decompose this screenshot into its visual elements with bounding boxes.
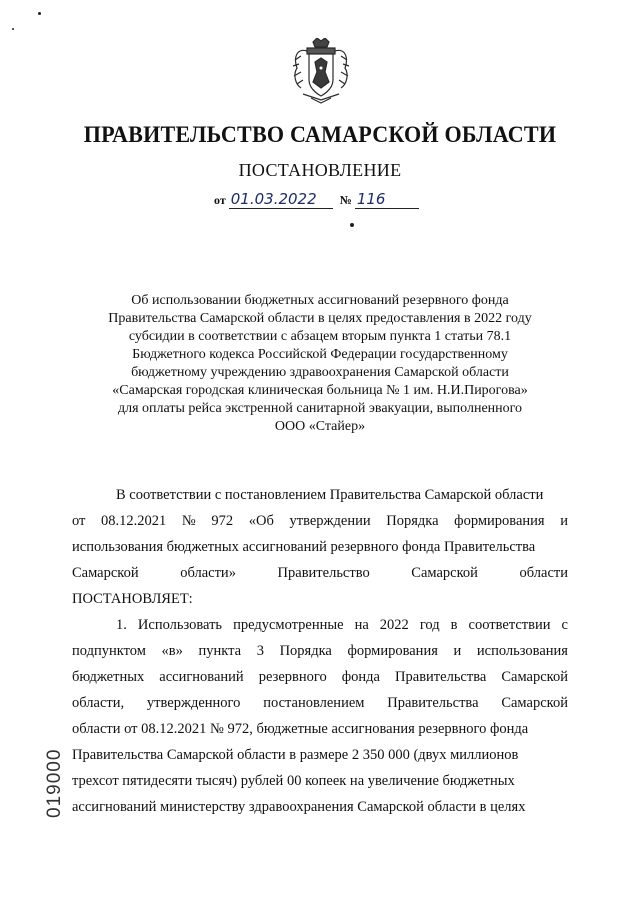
body-text-segment: постановлением bbox=[263, 695, 365, 711]
document-type: ПОСТАНОВЛЕНИЕ bbox=[238, 160, 402, 180]
body-text-segment: Правительства Самарской области в размере 2 350 000 (двух миллионов bbox=[72, 747, 519, 763]
body-line bbox=[72, 534, 568, 560]
body-text-segment: № bbox=[181, 513, 196, 529]
document-body bbox=[72, 482, 568, 820]
body-text-segment: использования bbox=[476, 643, 568, 659]
body-text-segment: на bbox=[354, 617, 369, 633]
subject-line: для оплаты рейса экстренной санитарной эвакуации, выполненного bbox=[117, 401, 523, 416]
body-text-segment: 972 bbox=[211, 513, 234, 529]
body-text-segment: формирования bbox=[454, 513, 545, 529]
body-text-segment: 3 bbox=[256, 643, 264, 659]
body-text-segment: бюджетных bbox=[72, 669, 145, 685]
subject-line: бюджетному учреждению здравоохранения Самарской области bbox=[131, 365, 509, 380]
body-text-segment: формирования bbox=[347, 643, 438, 659]
subject-line: субсидии в соответствии с абзацем вторым пункта 1 статьи 78.1 bbox=[128, 329, 512, 344]
page-title: ПРАВИТЕЛЬСТВО САМАРСКОЙ ОБЛАСТИ bbox=[83, 122, 557, 147]
body-text-segment: ассигнований министерству здравоохранения Самарской области в целях bbox=[72, 799, 526, 815]
body-text-segment: утвержденного bbox=[146, 695, 241, 711]
side-stamp-number: 019000 bbox=[44, 748, 65, 818]
body-text-segment: «Об bbox=[248, 513, 274, 529]
body-text-segment: резервного bbox=[258, 669, 327, 685]
subject-line: «Самарская городская клиническая больница № 1 им. Н.И.Пирогова» bbox=[112, 383, 528, 398]
body-line bbox=[72, 508, 568, 534]
body-text-segment: В соответствии с постановлением Правительства Самарской области bbox=[116, 487, 544, 503]
body-text-segment: Использовать bbox=[137, 617, 223, 633]
body-line bbox=[72, 638, 568, 664]
body-text-segment: Правительства bbox=[395, 669, 487, 685]
scan-speck bbox=[38, 12, 41, 15]
body-text-segment: соответствии bbox=[468, 617, 551, 633]
body-line bbox=[72, 586, 568, 612]
body-text-segment: подпунктом bbox=[72, 643, 146, 659]
body-line bbox=[72, 794, 568, 820]
body-text-segment: Правительство bbox=[277, 565, 370, 581]
ink-mark bbox=[350, 223, 354, 227]
number-value: 116 bbox=[355, 190, 419, 209]
scan-speck bbox=[12, 28, 14, 30]
body-text-segment: год bbox=[419, 617, 440, 633]
body-text-segment: 2022 bbox=[379, 617, 409, 633]
body-text-segment: Порядка bbox=[279, 643, 332, 659]
body-line bbox=[72, 612, 568, 638]
body-line bbox=[72, 664, 568, 690]
subject-line: ООО «Стайер» bbox=[274, 419, 366, 434]
document-subject bbox=[100, 292, 540, 436]
body-line bbox=[72, 482, 568, 508]
date-number-line bbox=[214, 190, 419, 209]
body-text-segment: использования бюджетных ассигнований резервного фонда Правительства bbox=[72, 539, 536, 555]
body-text-segment: ассигнований bbox=[159, 669, 244, 685]
body-text-segment: области, bbox=[72, 695, 125, 711]
date-label: от bbox=[214, 193, 226, 207]
date-value: 01.03.2022 bbox=[229, 190, 333, 209]
body-line bbox=[72, 690, 568, 716]
body-text-segment: Самарской bbox=[72, 565, 139, 581]
body-text-segment: утверждении bbox=[289, 513, 371, 529]
body-text-segment: пункта bbox=[198, 643, 242, 659]
body-text-segment: Правительства bbox=[387, 695, 479, 711]
body-text-segment: области» bbox=[180, 565, 236, 581]
subject-line: Правительства Самарской области в целях предоставления в 2022 году bbox=[108, 311, 532, 326]
body-text-segment: и bbox=[560, 513, 568, 529]
body-text-segment: 08.12.2021 bbox=[101, 513, 167, 529]
body-text-segment: и bbox=[453, 643, 462, 659]
body-line bbox=[72, 560, 568, 586]
body-text-segment: с bbox=[561, 617, 568, 633]
body-text-segment: 1. bbox=[116, 617, 127, 633]
body-line bbox=[72, 768, 568, 794]
body-text-segment: фонда bbox=[341, 669, 380, 685]
body-text-segment: ПОСТАНОВЛЯЕТ: bbox=[72, 591, 193, 607]
body-text-segment: Самарской bbox=[501, 695, 568, 711]
subject-line: Бюджетного кодекса Российской Федерации государственному bbox=[132, 347, 508, 362]
subject-line: Об использовании бюджетных ассигнований резервного фонда bbox=[131, 293, 509, 308]
body-line bbox=[72, 716, 568, 742]
body-text-segment: трехсот пятидесяти тысяч) рублей 00 копеек на увеличение бюджетных bbox=[72, 773, 515, 789]
body-text-segment: от bbox=[72, 513, 86, 529]
body-line bbox=[72, 742, 568, 768]
body-text-segment: предусмотренные bbox=[233, 617, 344, 633]
body-text-segment: Самарской bbox=[411, 565, 478, 581]
body-text-segment: области bbox=[519, 565, 568, 581]
samara-coat-of-arms-icon bbox=[291, 38, 351, 104]
body-text-segment: Порядка bbox=[386, 513, 439, 529]
number-label: № bbox=[339, 193, 352, 207]
body-text-segment: в bbox=[450, 617, 458, 633]
body-text-segment: «в» bbox=[161, 643, 183, 659]
body-text-segment: Самарской bbox=[501, 669, 568, 685]
body-text-segment: области от 08.12.2021 № 972, бюджетные ассигнования резервного фонда bbox=[72, 721, 529, 737]
